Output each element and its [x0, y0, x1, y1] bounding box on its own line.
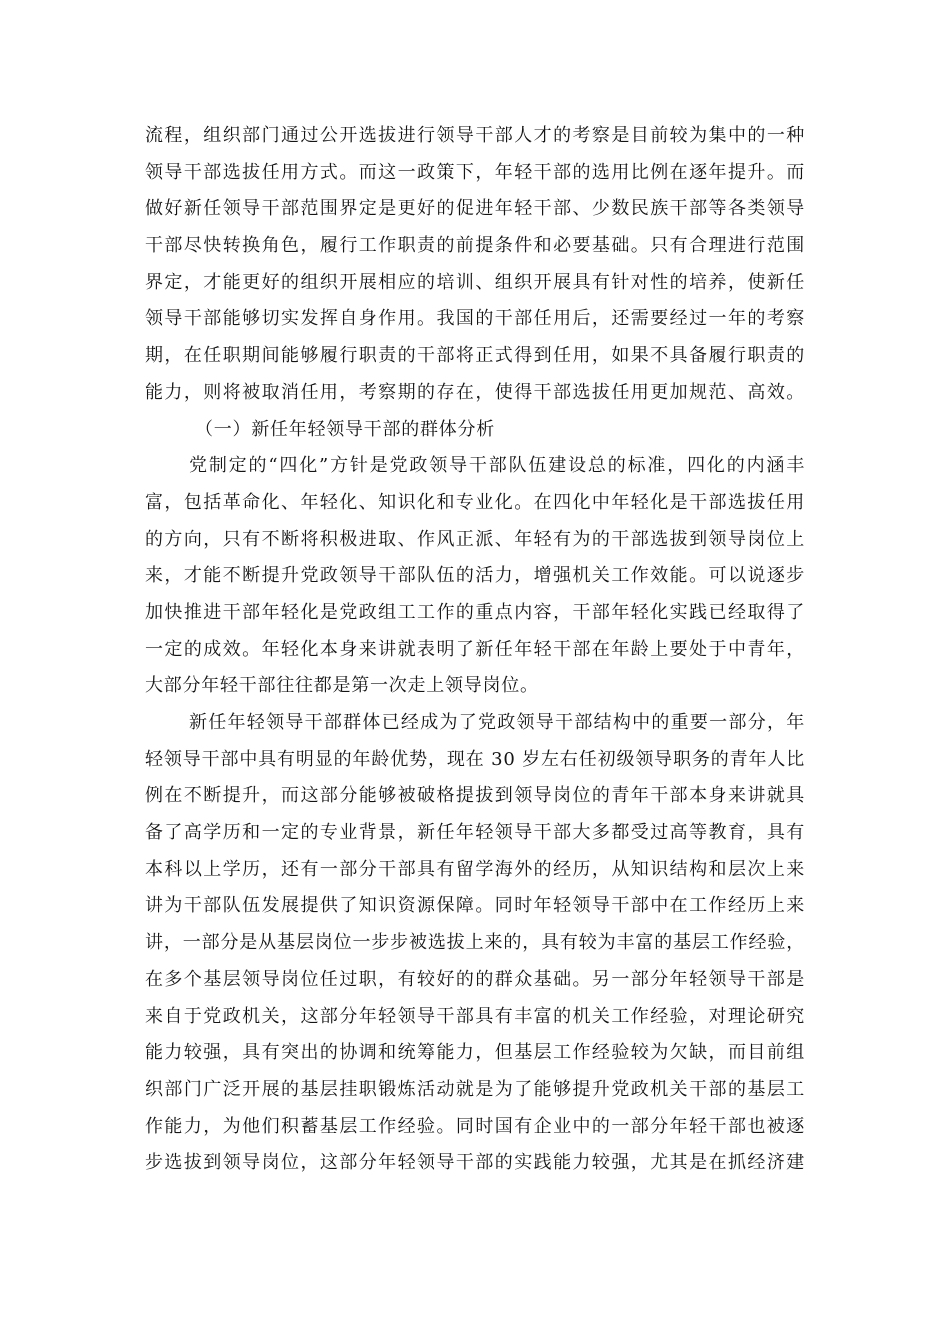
- paragraph-sihua: [145, 448, 805, 705]
- text-line: 能力，则将被取消任用，考察期的存在，使得干部选拔任用更加规范、高效。: [145, 381, 805, 403]
- text-line: 界定，才能更好的组织开展相应的培训、组织开展具有针对性的培养，使新任: [145, 271, 805, 293]
- text-line: 织部门广泛开展的基层挂职锻炼活动就是为了能够提升党政机关干部的基层工: [145, 1078, 805, 1100]
- text-line: 领导干部选拔任用方式。而这一政策下，年轻干部的选用比例在逐年提升。而: [145, 161, 805, 183]
- text-line: 备了高学历和一定的专业背景，新任年轻领导干部大多都受过高等教育，具有: [145, 822, 805, 844]
- paragraph-group: [145, 705, 805, 1182]
- text-line: 本科以上学历，还有一部分干部具有留学海外的经历，从知识结构和层次上来: [145, 858, 805, 880]
- text-line: 领导干部能够切实发挥自身作用。我国的干部任用后，还需要经过一年的考察: [145, 308, 805, 330]
- text-line: 步选拔到领导岗位，这部分年轻领导干部的实践能力较强，尤其是在抓经济建: [145, 1152, 805, 1174]
- paragraph-continued: [145, 118, 805, 412]
- text-line: 例在不断提升，而这部分能够被破格提拔到领导岗位的青年干部本身来讲就具: [145, 785, 805, 807]
- text-line: 作能力，为他们积蓄基层工作经验。同时国有企业中的一部分年轻干部也被逐: [145, 1115, 805, 1137]
- text-line: 轻领导干部中具有明显的年龄优势，现在 30 岁左右任初级领导职务的青年人比: [145, 748, 805, 770]
- text-line: 期，在任职期间能够履行职责的干部将正式得到任用，如果不具备履行职责的: [145, 345, 805, 367]
- document-body: [145, 118, 805, 1182]
- text-line: 做好新任领导干部范围界定是更好的促进年轻干部、少数民族干部等各类领导: [145, 198, 805, 220]
- text-line: 流程，组织部门通过公开选拔进行领导干部人才的考察是目前较为集中的一种: [145, 125, 805, 146]
- text-line: 来，才能不断提升党政领导干部队伍的活力，增强机关工作效能。可以说逐步: [145, 565, 805, 587]
- text-line: 加快推进干部年轻化是党政组工工作的重点内容，干部年轻化实践已经取得了: [145, 601, 805, 623]
- text-line: 讲为干部队伍发展提供了知识资源保障。同时年轻领导干部中在工作经历上来: [145, 895, 805, 917]
- section-heading: （一）新任年轻领导干部的群体分析: [195, 418, 495, 440]
- text-line: 大部分年轻干部往往都是第一次走上领导岗位。: [145, 675, 539, 697]
- text-line: 新任年轻领导干部群体已经成为了党政领导干部结构中的重要一部分，年: [189, 712, 805, 733]
- text-line: 一定的成效。年轻化本身来讲就表明了新任年轻干部在年龄上要处于中青年，: [145, 638, 805, 660]
- text-line: 能力较强，具有突出的协调和统筹能力，但基层工作经验较为欠缺，而目前组: [145, 1042, 805, 1064]
- text-line: 讲，一部分是从基层岗位一步步被选拔上来的，具有较为丰富的基层工作经验，: [145, 932, 805, 954]
- text-line: 党制定的“四化”方针是党政领导干部队伍建设总的标准，四化的内涵丰: [189, 455, 805, 477]
- text-line: 的方向，只有不断将积极进取、作风正派、年轻有为的干部选拔到领导岗位上: [145, 528, 805, 550]
- text-line: 来自于党政机关，这部分年轻领导干部具有丰富的机关工作经验，对理论研究: [145, 1005, 805, 1027]
- text-line: 在多个基层领导岗位任过职，有较好的的群众基础。另一部分年轻领导干部是: [145, 968, 805, 990]
- text-line: 干部尽快转换角色，履行工作职责的前提条件和必要基础。只有合理进行范围: [145, 235, 805, 257]
- text-line: 富，包括革命化、年轻化、知识化和专业化。在四化中年轻化是干部选拔任用: [145, 491, 805, 513]
